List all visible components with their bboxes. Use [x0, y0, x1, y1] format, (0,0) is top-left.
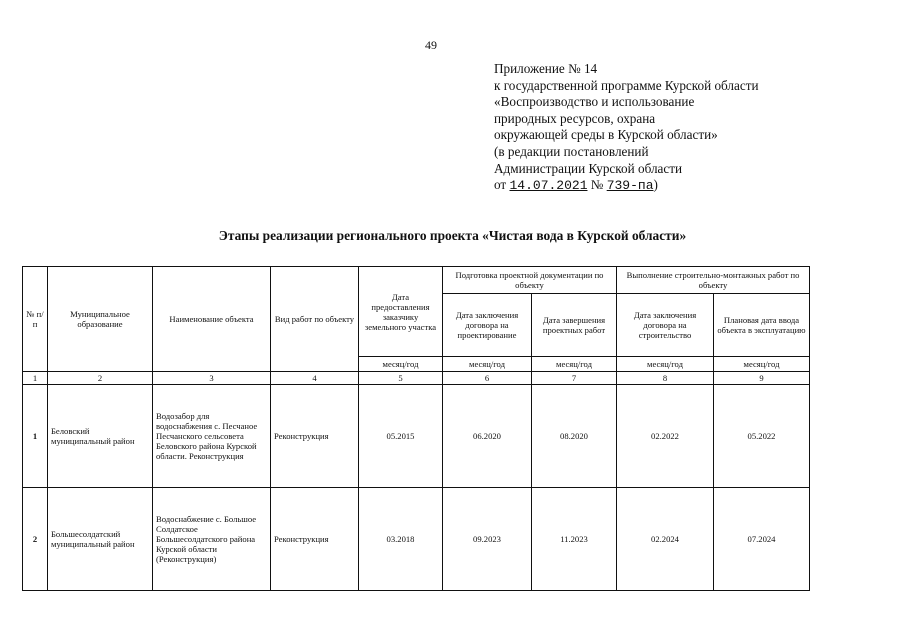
header-num: № п/п	[23, 267, 48, 372]
column-number: 7	[532, 372, 617, 385]
column-number: 2	[48, 372, 153, 385]
appendix-line: природных ресурсов, охрана	[494, 110, 656, 126]
number-prefix: №	[590, 177, 604, 193]
resolution-number: 739-па	[606, 178, 654, 194]
header-commissioning: Плановая дата ввода объекта в эксплуатацию	[714, 294, 810, 357]
document-title: Этапы реализации регионального проекта «Чистая вода в Курской области»	[218, 228, 687, 243]
unit-cell: месяц/год	[714, 357, 810, 372]
row-commissioning: 05.2022	[714, 385, 810, 488]
appendix-line: «Воспроизводство и использование	[494, 94, 695, 110]
row-municipality: Большесолдатский муниципальный район	[48, 488, 153, 591]
date-prefix: от	[494, 177, 507, 193]
appendix-line: окружающей среды в Курской области»	[494, 127, 718, 143]
row-land-date: 05.2015	[359, 385, 443, 488]
row-design-end: 11.2023	[532, 488, 617, 591]
header-construction-contract: Дата заключения договора на строительство	[617, 294, 714, 357]
header-design-contract: Дата заключения договора на проектирование	[443, 294, 532, 357]
column-number: 5	[359, 372, 443, 385]
row-design-contract: 09.2023	[443, 488, 532, 591]
row-municipality: Беловский муниципальный район	[48, 385, 153, 488]
appendix-line: (в редакции постановлений	[494, 143, 649, 159]
appendix-line: к государственной программе Курской области	[494, 77, 759, 93]
column-number: 6	[443, 372, 532, 385]
header-design-group: Подготовка проектной документации по объекту	[443, 267, 617, 294]
resolution-date: 14.07.2021	[509, 178, 588, 194]
row-num: 2	[23, 488, 48, 591]
header-object-name: Наименование объекта	[153, 267, 271, 372]
unit-cell: месяц/год	[532, 357, 617, 372]
column-number: 1	[23, 372, 48, 385]
header-construction-group: Выполнение строительно-монтажных работ по объекту	[617, 267, 810, 294]
column-number: 3	[153, 372, 271, 385]
column-number: 4	[271, 372, 359, 385]
row-construction-contract: 02.2022	[617, 385, 714, 488]
row-construction-contract: 02.2024	[617, 488, 714, 591]
row-work-type: Реконструкция	[271, 488, 359, 591]
header-design-end: Дата завершения проектных работ	[532, 294, 617, 357]
appendix-line: Приложение № 14	[494, 61, 598, 76]
row-commissioning: 07.2024	[714, 488, 810, 591]
row-object-name: Водоснабжение с. Большое Солдатское Большесолдатского района Курской области (Реконструкция)	[153, 488, 271, 591]
unit-cell: месяц/год	[617, 357, 714, 372]
column-number: 9	[714, 372, 810, 385]
project-stages-table	[22, 266, 810, 591]
row-num: 1	[23, 385, 48, 488]
header-work-type: Вид работ по объекту	[271, 267, 359, 372]
header-land-date: Дата предоставления заказчику земельного участка	[359, 267, 443, 357]
unit-cell: месяц/год	[359, 357, 443, 372]
unit-cell: месяц/год	[443, 357, 532, 372]
row-design-contract: 06.2020	[443, 385, 532, 488]
resolution-line	[494, 177, 759, 195]
header-municipality: Муниципальное образование	[48, 267, 153, 372]
row-design-end: 08.2020	[532, 385, 617, 488]
row-land-date: 03.2018	[359, 488, 443, 591]
column-number: 8	[617, 372, 714, 385]
table-row	[23, 385, 810, 488]
appendix-line: Администрации Курской области	[494, 160, 683, 176]
closing-bracket: )	[653, 177, 658, 193]
row-work-type: Реконструкция	[271, 385, 359, 488]
table-row	[23, 488, 810, 591]
row-object-name: Водозабор для водоснабжения с. Песчаное Песчанского сельсовета Беловского района Курской области. Реконструкция	[153, 385, 271, 488]
page-number: 49	[425, 38, 437, 52]
appendix-block	[494, 61, 759, 195]
